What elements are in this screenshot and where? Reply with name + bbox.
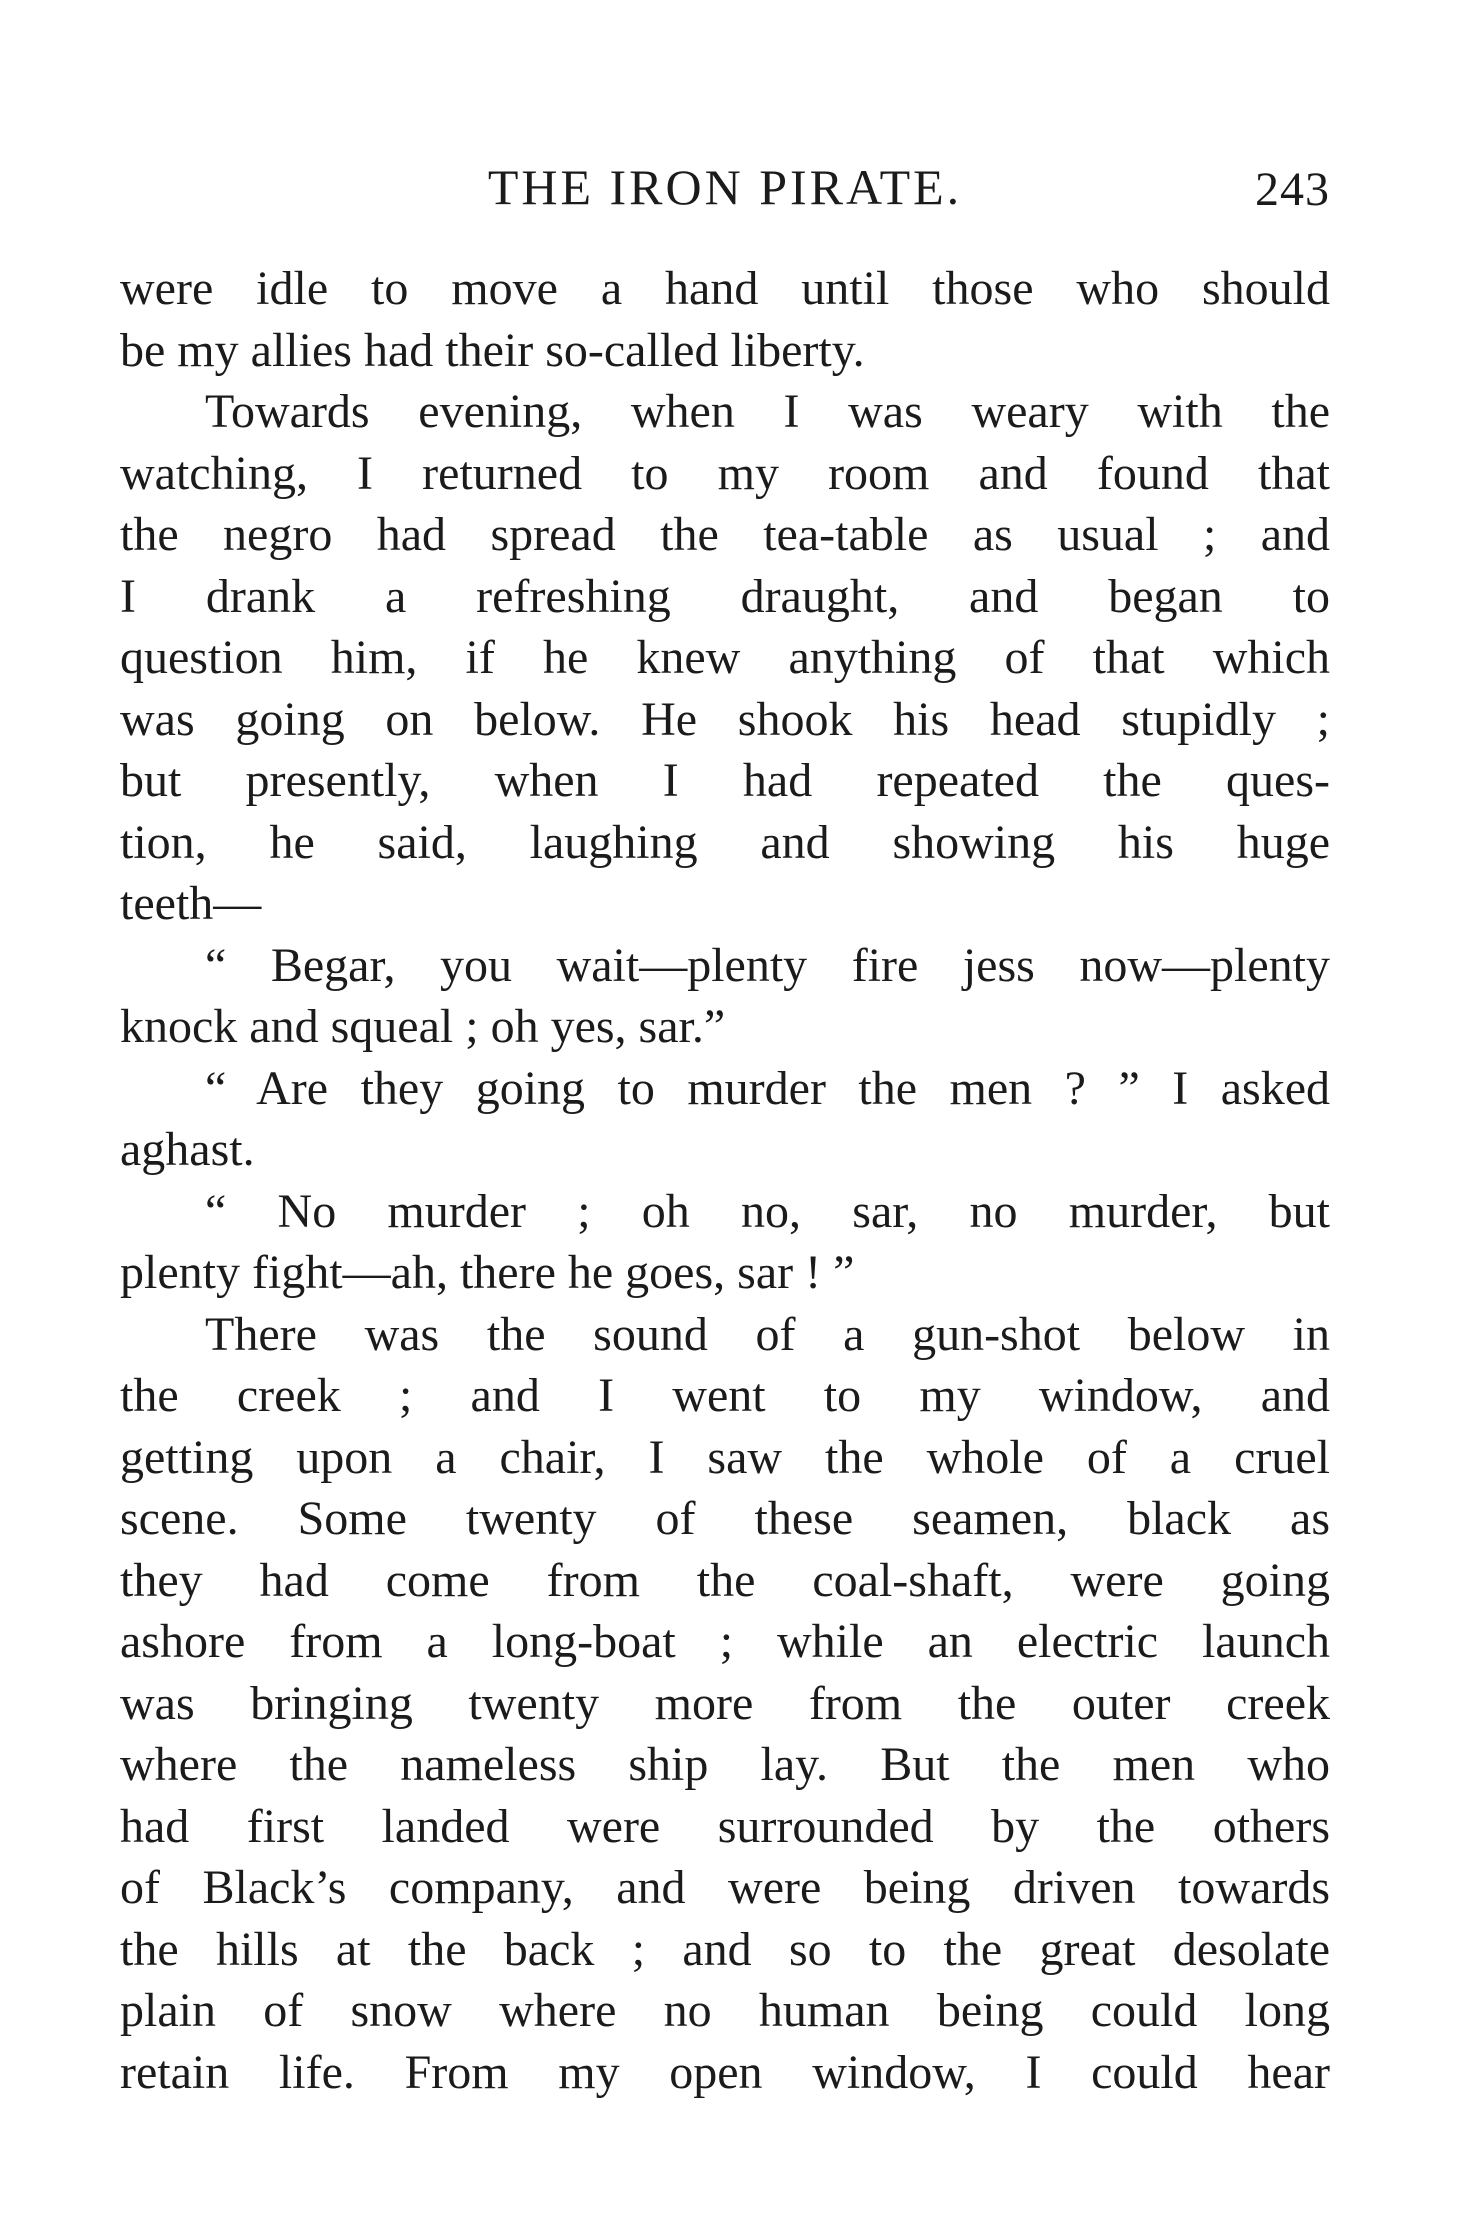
text-line: ashore from a long-boat ; while an electric launch (120, 1615, 1330, 1668)
text-line: I drank a refreshing draught, and began to (120, 569, 1330, 623)
text-line: There was the sound of a gun-shot below in (205, 1307, 1330, 1361)
text-line: was bringing twenty more from the outer creek (120, 1676, 1330, 1730)
text-line: knock and squeal ; oh yes, sar.” (120, 1000, 726, 1053)
text-line: “ Are they going to murder the men ? ” I asked (205, 1061, 1330, 1115)
text-line: they had come from the coal-shaft, were going (120, 1553, 1330, 1607)
text-line: plenty fight—ah, there he goes, sar ! ” (120, 1246, 855, 1299)
text-line: teeth— (120, 877, 262, 930)
text-line: scene. Some twenty of these seamen, black as (120, 1492, 1330, 1545)
text-line: the creek ; and I went to my window, and (120, 1369, 1330, 1422)
body-text (120, 258, 1330, 2103)
text-line: retain life. From my open window, I could hear (120, 2045, 1330, 2099)
text-line: “ Begar, you wait—plenty fire jess now—plenty (205, 938, 1330, 992)
text-line: “ No murder ; oh no, sar, no murder, but (205, 1184, 1330, 1238)
text-line: Towards evening, when I was weary with the (205, 385, 1330, 438)
text-line: had first landed were surrounded by the others (120, 1799, 1330, 1853)
text-line: of Black’s company, and were being driven towards (120, 1861, 1330, 1914)
text-line: question him, if he knew anything of that which (120, 631, 1330, 684)
text-line: aghast. (120, 1123, 255, 1176)
text-line: plain of snow where no human being could long (120, 1984, 1330, 2037)
page-number: 243 (1255, 163, 1330, 216)
text-line: the hills at the back ; and so to the great desolate (120, 1922, 1330, 1976)
text-line: was going on below. He shook his head stupidly ; (120, 692, 1330, 746)
text-line: but presently, when I had repeated the ques- (120, 754, 1330, 807)
text-line: be my allies had their so-called liberty. (120, 323, 865, 377)
text-line: watching, I returned to my room and found that (120, 446, 1330, 500)
text-line: the negro had spread the tea-table as usual ; and (120, 508, 1330, 561)
text-line: tion, he said, laughing and showing his huge (120, 815, 1330, 869)
text-line: where the nameless ship lay. But the men who (120, 1738, 1330, 1791)
page-header (120, 158, 1330, 218)
text-line: getting upon a chair, I saw the whole of a cruel (120, 1430, 1330, 1484)
running-title: THE IRON PIRATE. (487, 159, 963, 215)
text-line: were idle to move a hand until those who should (120, 262, 1330, 315)
